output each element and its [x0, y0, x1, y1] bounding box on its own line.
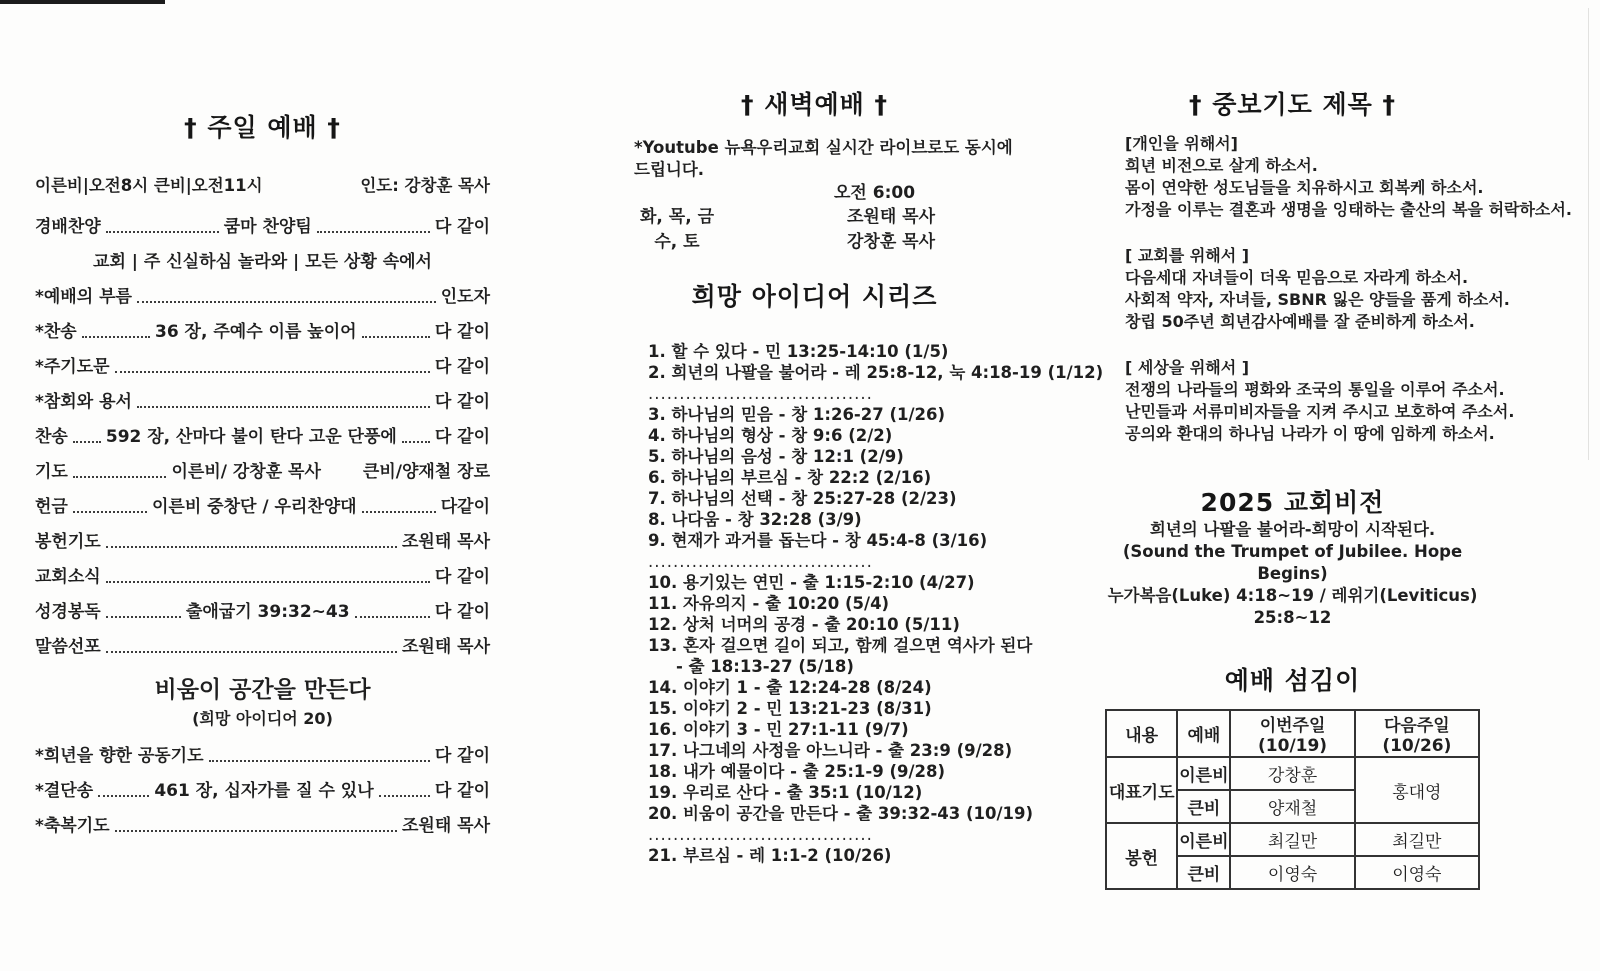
order-row — [35, 216, 490, 238]
dawn-schedule-row — [612, 205, 1017, 230]
dot-leader — [82, 336, 150, 338]
dawn-pastor: 강창훈 목사 — [847, 232, 936, 252]
order-item-label: 기도 — [35, 462, 68, 482]
series-item: 7. 하나님의 선택 - 창 25:27-28 (2/23) — [648, 489, 957, 508]
order-row — [35, 286, 490, 308]
intercessory-prayer-section — [1095, 85, 1572, 890]
series-item: 6. 하나님의 부르심 - 창 22:2 (2/16) — [648, 468, 932, 487]
dot-leader — [317, 231, 430, 233]
servers-title: 예배 섬김이 — [1224, 666, 1361, 695]
series-item: 5. 하나님의 음성 - 창 12:1 (2/9) — [648, 447, 904, 466]
worship-servers-section — [1095, 661, 1490, 890]
order-row — [35, 636, 490, 658]
series-item: 8. 나다움 - 창 32:28 (3/9) — [648, 510, 862, 529]
order-item-label: *희년을 향한 공동기도 — [35, 746, 204, 766]
header-category: 내용 — [1106, 710, 1177, 757]
series-item: 17. 나그네의 사정을 아느니라 - 출 23:9 (9/28) — [648, 741, 1013, 760]
prayer-line: 사회적 약자, 자녀들, SBNR 잃은 양들을 품게 하소서. — [1125, 290, 1510, 309]
order-item-assignee: 다 같이 — [434, 357, 490, 377]
order-row — [35, 391, 490, 413]
order-item-label: *주기도문 — [35, 357, 110, 377]
cell-next-week: 최길만 — [1355, 823, 1479, 856]
church-vision-section — [1095, 483, 1490, 629]
dot-leader — [137, 301, 436, 303]
series-item: 12. 상처 너머의 공경 - 출 20:10 (5/11) — [648, 615, 960, 634]
dot-leader — [106, 651, 397, 653]
order-item-label: 경배찬양 — [35, 217, 101, 237]
sermon-title: 비움이 공간을 만든다 — [154, 677, 371, 703]
worship-order-list — [35, 216, 490, 837]
cell-next-week: 이영숙 — [1355, 856, 1479, 889]
order-row — [35, 496, 490, 518]
prayer-line: 다음세대 자녀들이 더욱 믿음으로 자라게 하소서. — [1125, 268, 1469, 287]
dot-leader — [362, 511, 436, 513]
dot-leader — [106, 581, 430, 583]
series-item: 19. 우리로 산다 - 출 35:1 (10/12) — [648, 783, 923, 802]
dot-leader — [98, 795, 149, 797]
order-item-label: 봉헌기도 — [35, 532, 101, 552]
prayer-line: 전쟁의 나라들의 평화와 조국의 통일을 이루어 주소서. — [1125, 380, 1505, 399]
praise-song-titles: 교회 | 주 신실하심 놀라와 | 모든 상황 속에서 — [93, 252, 432, 272]
prayer-group-personal — [1125, 133, 1572, 221]
dot-leader — [73, 476, 167, 478]
series-item: 10. 용기있는 연민 - 출 1:15-2:10 (4/27) — [648, 573, 975, 592]
prayer-line: 창립 50주년 희년감사예배를 잘 준비하게 하소서. — [1125, 312, 1475, 331]
cell-service: 큰비 — [1177, 790, 1230, 823]
order-item-label: *예배의 부름 — [35, 287, 132, 307]
order-item-assignee: 다 같이 — [434, 781, 490, 801]
vision-title: 2025 교회비전 — [1200, 488, 1385, 517]
order-row — [35, 566, 490, 588]
dot-leader — [106, 231, 219, 233]
youtube-live-note: *Youtube 뉴욕우리교회 실시간 라이브로도 동시에 드립니다. — [634, 138, 1013, 179]
series-item: 18. 내가 예물이다 - 출 25:1-9 (9/28) — [648, 762, 946, 781]
cell-category: 봉헌 — [1106, 823, 1177, 889]
sunday-worship-title: † 주일 예배 † — [184, 113, 341, 142]
service-times-row — [35, 172, 490, 196]
prayer-group-heading: [ 세상을 위해서 ] — [1125, 358, 1250, 377]
series-item: 4. 하나님의 형상 - 창 9:6 (2/2) — [648, 426, 893, 445]
dot-leader — [115, 830, 397, 832]
order-row — [35, 426, 490, 448]
order-item-assignee: 조원태 목사 — [401, 637, 490, 657]
order-item-assignee: 다 같이 — [434, 602, 491, 622]
dawn-worship-title: † 새벽예배 † — [740, 90, 888, 119]
order-item-detail: 쿰마 찬양팀 — [223, 217, 312, 237]
dawn-days: 화, 목, 금 — [639, 207, 715, 227]
cell-this-week: 최길만 — [1230, 823, 1354, 856]
prayer-title: † 중보기도 제목 † — [1188, 90, 1396, 119]
prayer-line: 난민들과 서류미비자들을 지켜 주시고 보호하여 주소서. — [1125, 402, 1515, 421]
dawn-worship-section — [612, 85, 1104, 866]
order-row — [35, 745, 490, 767]
table-row — [1106, 757, 1479, 790]
order-item-label: 말씀선포 — [35, 637, 101, 657]
cell-service: 이른비 — [1177, 757, 1230, 790]
series-item: 1. 할 수 있다 - 민 13:25-14:10 (1/5) — [648, 342, 949, 361]
series-item: 11. 자유의지 - 출 10:20 (5/4) — [648, 594, 890, 613]
order-row — [35, 321, 490, 343]
worship-servers-table — [1105, 709, 1480, 890]
dot-leader — [379, 795, 430, 797]
order-item-label: 찬송 — [35, 427, 68, 447]
order-item-assignee: 인도자 — [440, 287, 490, 307]
order-item-detail: 592 장, 산마다 불이 탄다 고운 단풍에 — [105, 427, 397, 447]
dot-leader — [115, 371, 430, 373]
series-item: 9. 현재가 과거를 돕는다 - 창 45:4-8 (3/16) — [648, 531, 988, 550]
series-item: 13. 혼자 걸으면 길이 되고, 함께 걸으면 역사가 된다 — [648, 636, 1033, 655]
order-item-detail: 461 장, 십자가를 질 수 있나 — [154, 781, 374, 801]
dot-leader — [362, 336, 430, 338]
order-item-label: *결단송 — [35, 781, 94, 801]
order-item-assignee: 다 같이 — [434, 746, 490, 766]
prayer-group-heading: [ 교회를 위해서 ] — [1125, 246, 1250, 265]
service-times: 이른비|오전8시 큰비|오전11시 — [35, 176, 263, 195]
dawn-service-time: 오전 6:00 — [834, 183, 916, 203]
prayer-line: 가정을 이루는 결혼과 생명을 잉태하는 출산의 복을 허락하소서. — [1125, 200, 1572, 219]
dot-leader — [106, 616, 181, 618]
sermon-series-number: (희망 아이디어 20) — [192, 709, 333, 728]
table-header-row — [1106, 710, 1479, 757]
dot-leader — [106, 546, 397, 548]
cell-service: 큰비 — [1177, 856, 1230, 889]
series-separator: .................................... — [648, 384, 873, 403]
dot-leader — [209, 760, 430, 762]
order-row — [35, 815, 490, 837]
order-row — [35, 461, 490, 483]
order-item-assignee: 다 같이 — [434, 322, 491, 342]
order-item-assignee: 조원태 목사 — [401, 816, 490, 836]
order-item-assignee: 다 같이 — [434, 427, 490, 447]
header-service: 예배 — [1177, 710, 1230, 757]
hope-series-list — [612, 341, 1104, 866]
vision-scripture-references: 누가복음(Luke) 4:18~19 / 레위기(Leviticus) 25:8~12 — [1107, 586, 1478, 627]
order-item-assignee: 다 같이 — [434, 217, 491, 237]
dot-leader — [73, 511, 147, 513]
series-item: 21. 부르심 - 레 1:1-2 (10/26) — [648, 846, 892, 865]
order-item-assignee: 다 같이 — [434, 392, 490, 412]
series-separator: .................................... — [648, 552, 873, 571]
order-item-assignee: 다 같이 — [434, 567, 490, 587]
cell-service: 이른비 — [1177, 823, 1230, 856]
order-item-detail: 36 장, 주예수 이름 높이어 — [154, 322, 357, 342]
cell-next-week: 홍대영 — [1355, 757, 1479, 823]
dawn-schedule-row — [612, 230, 1017, 255]
series-item: 15. 이야기 2 - 민 13:21-23 (8/31) — [648, 699, 932, 718]
dot-leader — [402, 441, 430, 443]
prayer-line: 몸이 연약한 성도님들을 치유하시고 회복케 하소서. — [1125, 178, 1484, 197]
dot-leader — [355, 616, 430, 618]
dawn-pastor: 조원태 목사 — [847, 207, 936, 227]
cell-this-week: 이영숙 — [1230, 856, 1354, 889]
prayer-group-heading: [개인을 위해서] — [1125, 134, 1238, 153]
series-item: 14. 이야기 1 - 출 12:24-28 (8/24) — [648, 678, 932, 697]
order-item-label: 헌금 — [35, 497, 68, 517]
order-item-label: 교회소식 — [35, 567, 101, 587]
series-item: 3. 하나님의 믿음 - 창 1:26-27 (1/26) — [648, 405, 946, 424]
order-item-detail: 이른비/ 강창훈 목사 — [171, 462, 321, 482]
header-next-week: 다음주일(10/26) — [1355, 710, 1479, 757]
series-item: 16. 이야기 3 - 민 27:1-11 (9/7) — [648, 720, 909, 739]
vision-statement-korean: 희년의 나팔을 불어라-희망이 시작된다. — [1149, 520, 1436, 539]
prayer-group-world — [1125, 357, 1515, 445]
series-item-continuation: - 출 18:13-27 (5/18) — [676, 657, 854, 676]
scan-fold-line — [1588, 8, 1589, 460]
order-item-assignee: 큰비/양재철 장로 — [362, 462, 490, 482]
prayer-line: 희년 비전으로 살게 하소서. — [1125, 156, 1318, 175]
series-separator: .................................... — [648, 825, 873, 844]
vision-statement-english: (Sound the Trumpet of Jubilee. Hope Begins) — [1122, 542, 1463, 583]
prayer-groups — [1095, 133, 1572, 445]
series-item: 2. 희년의 나팔을 불어라 - 레 25:8-12, 눅 4:18-19 (1/12) — [648, 363, 1104, 382]
order-row — [35, 531, 490, 553]
prayer-group-church — [1125, 245, 1510, 333]
scan-edge-artifact — [0, 0, 165, 4]
prayer-line: 공의와 환대의 하나님 나라가 이 땅에 임하게 하소서. — [1125, 424, 1495, 443]
sunday-worship-section — [35, 108, 490, 850]
scripture-reading-reference: 출애굽기 39:32~43 — [185, 602, 350, 622]
cell-category: 대표기도 — [1106, 757, 1177, 823]
order-item-assignee: 다같이 — [440, 497, 490, 517]
order-item-assignee: 조원태 목사 — [401, 532, 490, 552]
order-row — [35, 601, 490, 623]
series-item: 20. 비움이 공간을 만든다 - 출 39:32-43 (10/19) — [648, 804, 1034, 823]
order-item-detail: 이른비 중창단 / 우리찬양대 — [151, 497, 357, 517]
service-leader: 인도: 강창훈 목사 — [360, 176, 490, 195]
dot-leader — [73, 441, 101, 443]
order-item-label: 성경봉독 — [35, 602, 101, 622]
order-row — [35, 356, 490, 378]
header-this-week: 이번주일(10/19) — [1230, 710, 1354, 757]
dawn-days: 수, 토 — [654, 232, 700, 252]
order-row — [35, 780, 490, 802]
dot-leader — [137, 406, 430, 408]
order-item-label: *축복기도 — [35, 816, 110, 836]
table-row — [1106, 823, 1479, 856]
order-item-label: *찬송 — [35, 322, 77, 342]
cell-this-week: 양재철 — [1230, 790, 1354, 823]
cell-this-week: 강창훈 — [1230, 757, 1354, 790]
hope-series-title: 희망 아이디어 시리즈 — [691, 282, 938, 311]
order-item-label: *참회와 용서 — [35, 392, 132, 412]
